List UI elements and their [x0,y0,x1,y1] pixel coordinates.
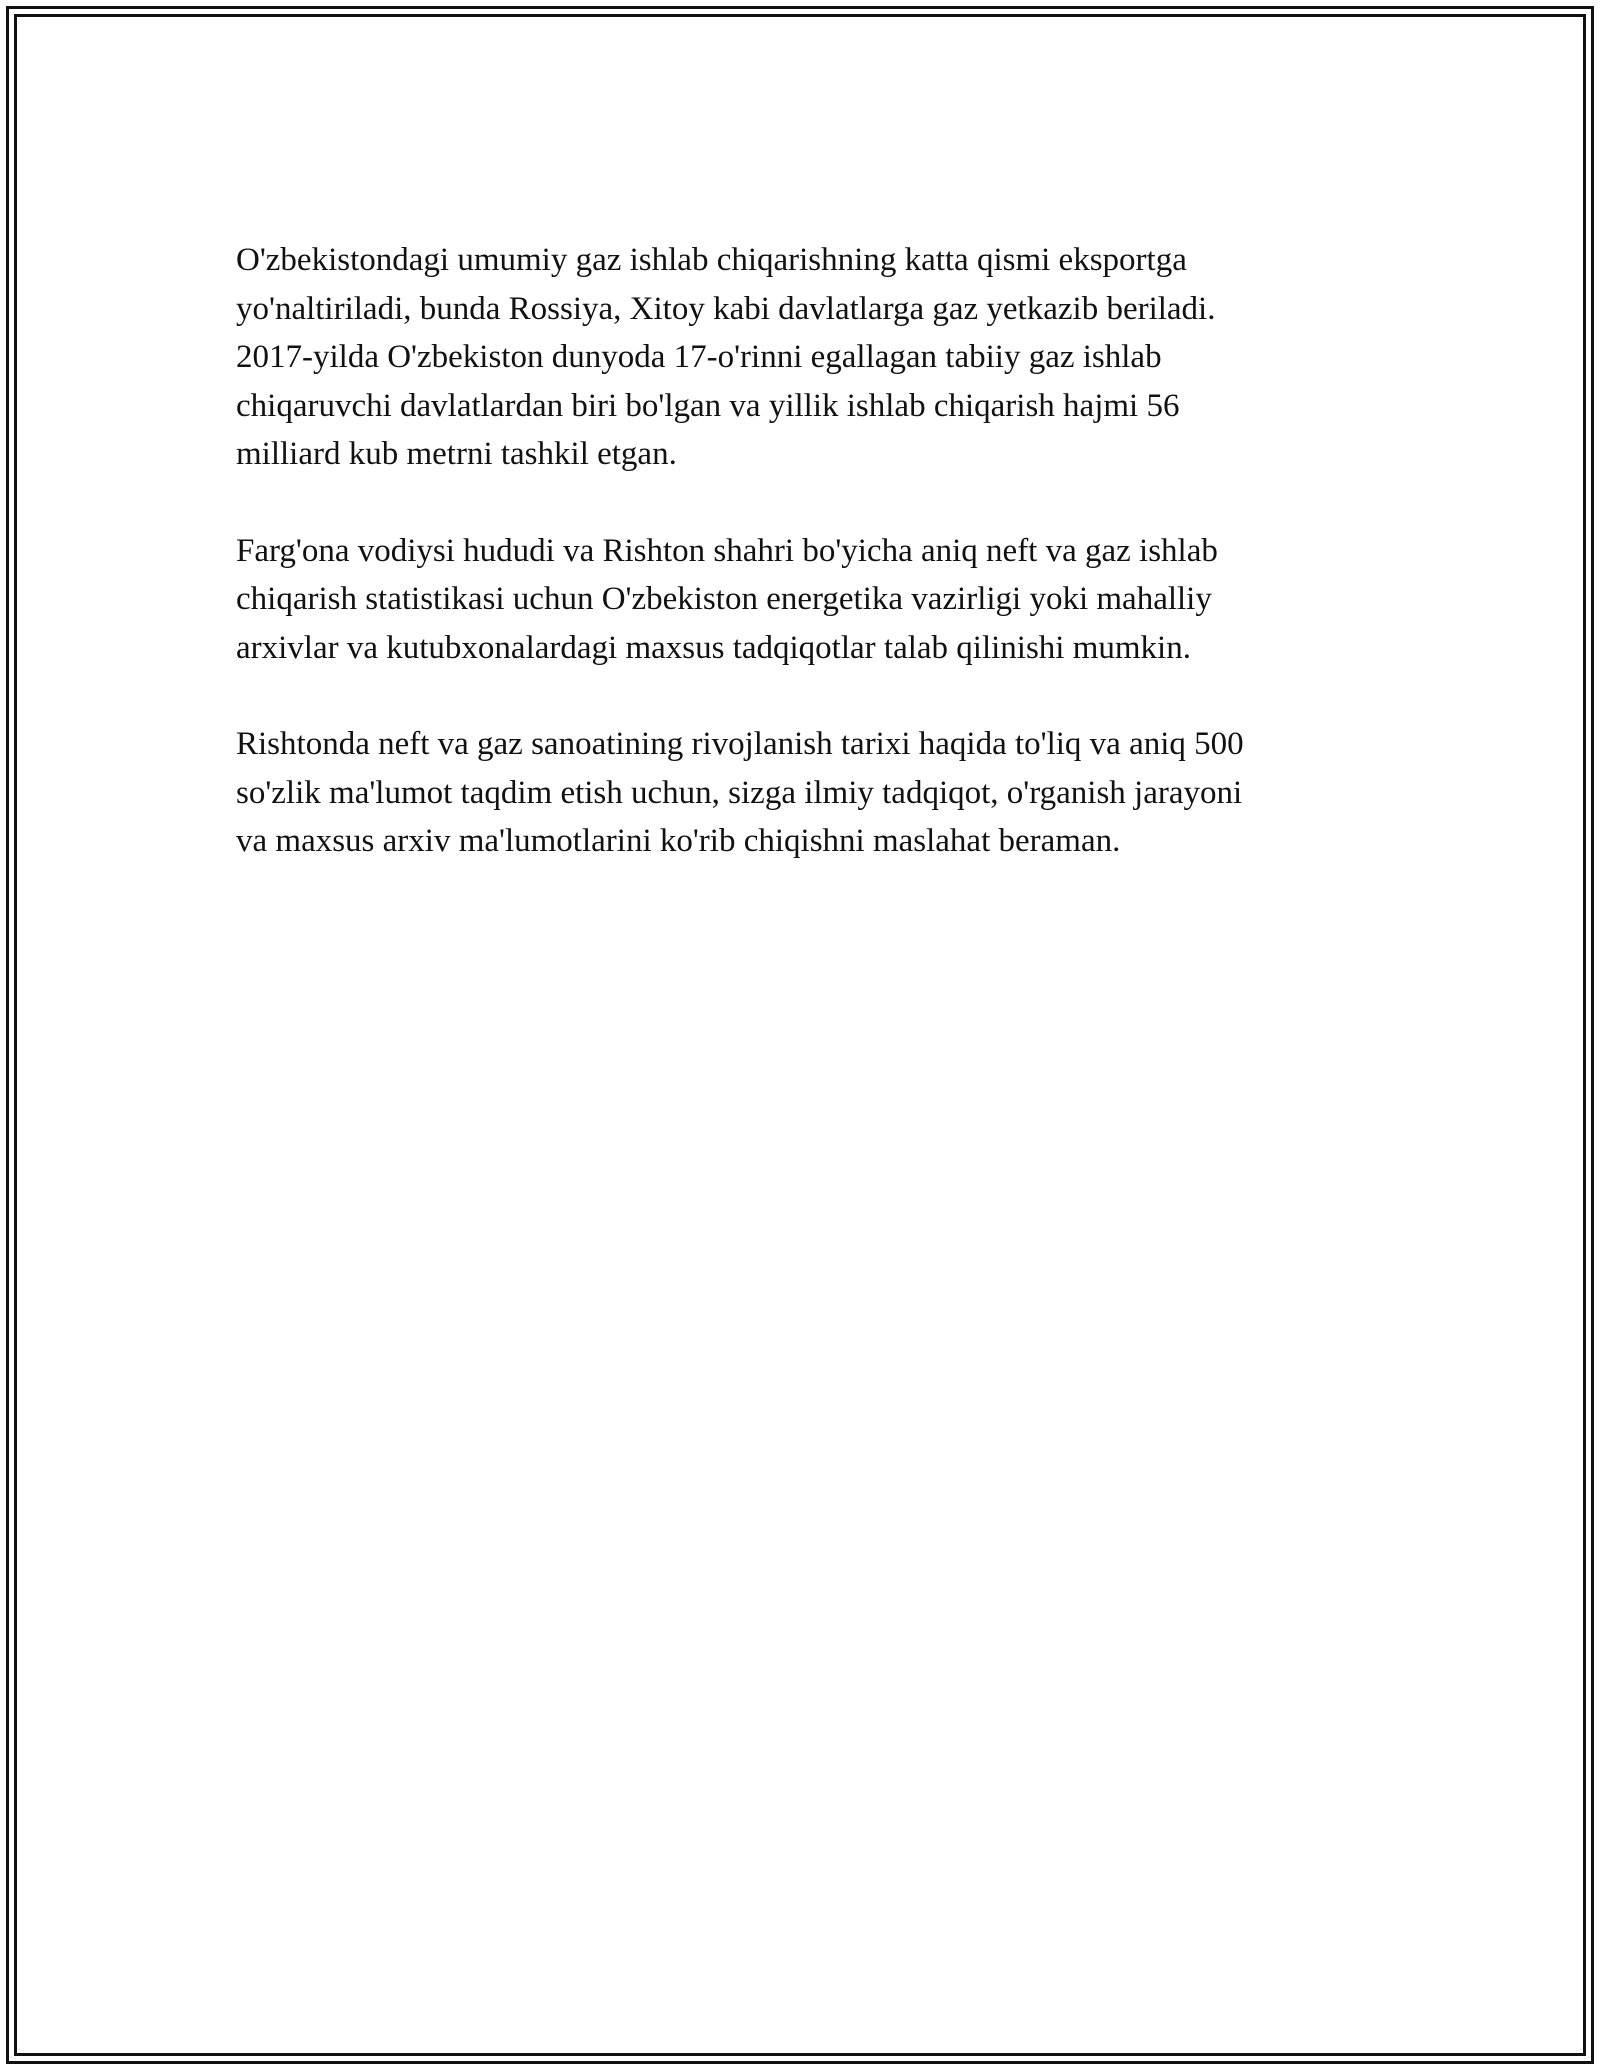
text-line: milliard kub metrni tashkil etgan. [236,436,677,472]
text-line: so'zlik ma'lumot taqdim etish uchun, sizga ilmiy tadqiqot, o'rganish jarayoni [236,774,1243,811]
text-line: yo'naltiriladi, bunda Rossiya, Xitoy kabi davlatlarga gaz yetkazib beriladi. [236,290,1216,327]
text-line: 2017-yilda O'zbekiston dunyoda 17-o'rinni egallagan tabiiy gaz ishlab [236,339,1162,375]
paragraph-gas-export [236,236,1366,479]
text-line: Rishtonda neft va gaz sanoatining rivojlanish tarixi haqida to'liq va aniq 500 [236,726,1244,762]
text-line: chiqaruvchi davlatlardan biri bo'lgan va yillik ishlab chiqarish hajmi 56 [236,387,1180,424]
text-line: arxivlar va kutubxonalardagi maxsus tadqiqotlar talab qilinishi mumkin. [236,629,1191,666]
text-line: Farg'ona vodiysi hududi va Rishton shahri bo'yicha aniq neft va gaz ishlab [236,532,1218,569]
text-line: va maxsus arxiv ma'lumotlarini ko'rib chiqishni maslahat beraman. [236,823,1121,859]
document-body [236,236,1366,914]
paragraph-fergana-statistics [236,527,1366,673]
paragraph-rishton-history [236,720,1366,866]
text-line: chiqarish statistikasi uchun O'zbekiston energetika vazirligi yoki mahalliy [236,581,1212,617]
text-line: O'zbekistondagi umumiy gaz ishlab chiqarishning katta qismi eksportga [236,242,1187,278]
